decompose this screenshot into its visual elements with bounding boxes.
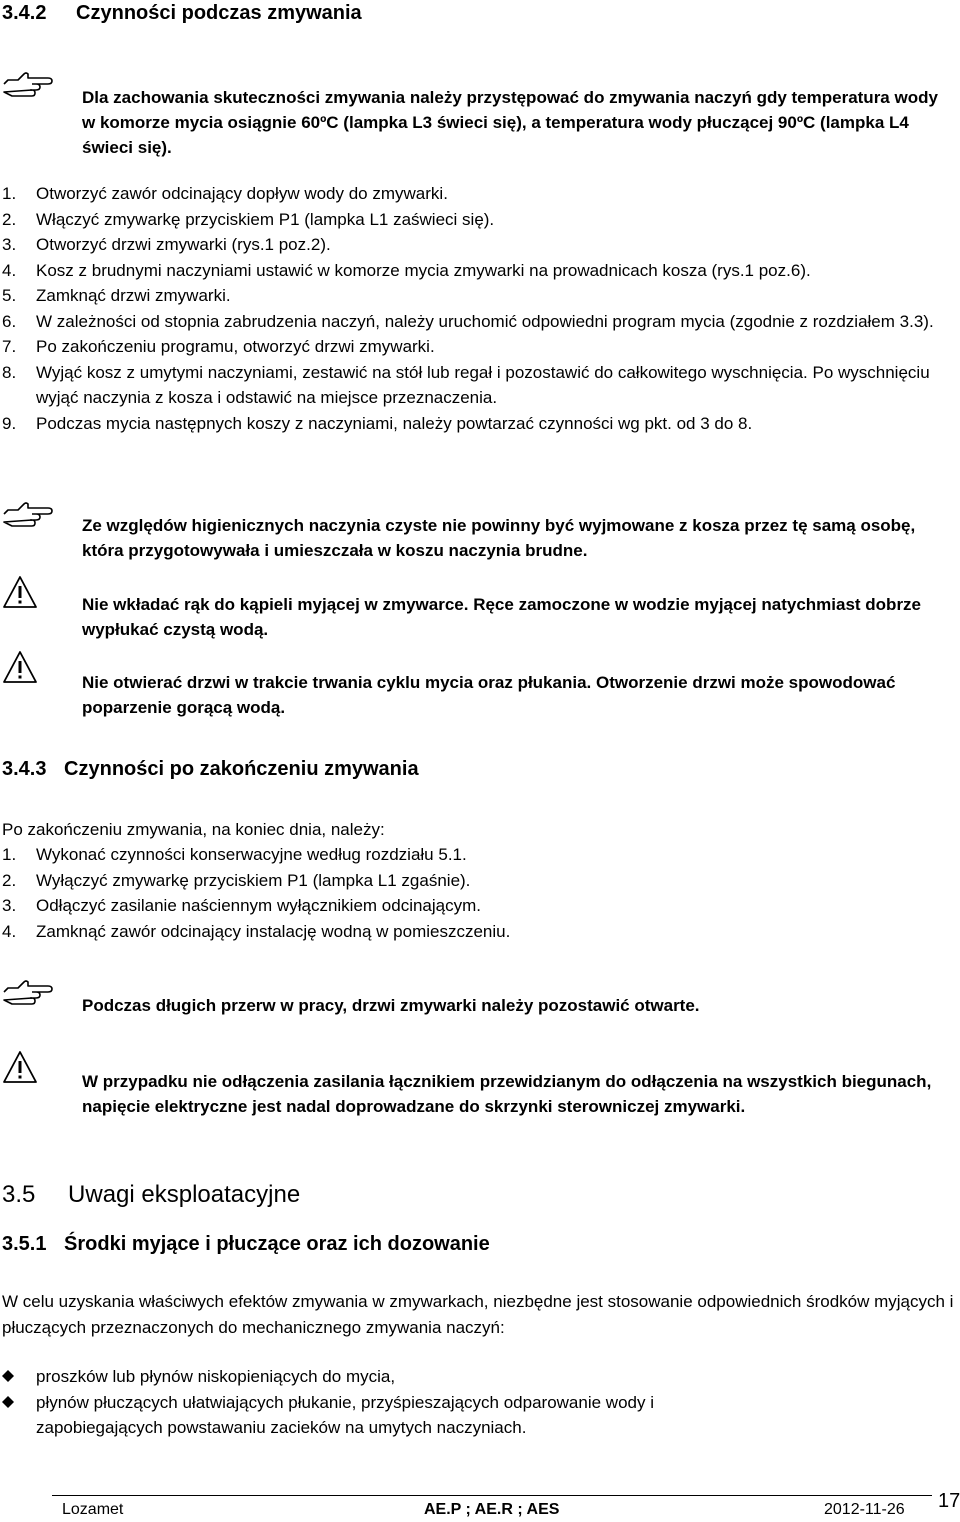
- section-351-number: 3.5.1: [2, 1233, 47, 1255]
- section-343-intro: Po zakończeniu zmywania, na koniec dnia, należy:: [2, 820, 385, 839]
- list-item: [2, 919, 942, 945]
- warning-triangle-icon: [2, 650, 38, 684]
- pointing-hand-icon: [2, 978, 54, 1008]
- step-number: 1.: [2, 845, 17, 864]
- step-text: Wyjąć kosz z umytymi naczyniami, zestawić na stół lub regał i pozostawić do całkowitego wyschnięcia. Po wyschnięciu wyjąć naczynia z kosza i odstawić na miejsce przeznaczenia.: [36, 362, 930, 407]
- step-text: Po zakończeniu programu, otworzyć drzwi zmywarki.: [36, 337, 435, 356]
- warning-door: Nie otwierać drzwi w trakcie trwania cyklu mycia oraz płukania. Otworzenie drzwi może spowodować poparzenie gorącą wodą.: [82, 673, 896, 717]
- section-35-title: Uwagi eksploatacyjne: [68, 1181, 301, 1208]
- footer-divider: [52, 1495, 932, 1496]
- section-342-title: Czynności podczas zmywania: [76, 2, 362, 24]
- footer-date: 2012-11-26: [824, 1501, 905, 1518]
- pointing-hand-icon: [2, 500, 54, 530]
- temperature-note: Dla zachowania skuteczności zmywania należy przystępować do zmywania naczyń gdy temperatura wody w komorze mycia osiągnie 60ºC (lampka L3 świeci się), a temperatura wody płuczącej 90ºC (lampka L4 świeci się).: [82, 88, 938, 157]
- step-text: Kosz z brudnymi naczyniami ustawić w komorze mycia zmywarki na prowadnicach kosza (rys.1 poz.6).: [36, 260, 811, 280]
- list-item: [2, 360, 946, 411]
- list-item: [2, 868, 942, 894]
- step-text: Podczas mycia następnych koszy z naczyniami, należy powtarzać czynności wg pkt. od 3 do 8.: [36, 413, 753, 433]
- step-number: 4.: [2, 260, 17, 280]
- section-35-heading: [2, 1181, 300, 1209]
- section-342-number: 3.4.2: [2, 2, 47, 24]
- section-342-heading: [2, 2, 362, 25]
- detergent-list: [2, 1364, 702, 1441]
- step-text: Wykonać czynności konserwacyjne według rozdziału 5.1.: [36, 845, 467, 864]
- step-number: 7.: [2, 337, 17, 356]
- step-number: 3.: [2, 235, 17, 254]
- step-text: Włączyć zmywarkę przyciskiem P1 (lampka L1 zaświeci się).: [36, 209, 495, 229]
- list-item: [2, 283, 942, 309]
- pointing-hand-icon: [2, 70, 54, 100]
- hygiene-note: Ze względów higienicznych naczynia czyste nie powinny być wyjmowane z kosza przez tę samą osobę, która przygotowywała i umieszczała w koszu naczynia brudne.: [82, 516, 916, 560]
- section-351-heading: [2, 1233, 490, 1256]
- step-number: 3.: [2, 896, 17, 915]
- list-item: [2, 893, 942, 919]
- step-number: 1.: [2, 184, 17, 203]
- page-number: 17: [938, 1490, 960, 1512]
- bullet-text: płynów płuczących ułatwiających płukanie, przyśpieszających odparowanie wody i zapobiegających powstawaniu zacieków na umytych naczyniach.: [36, 1392, 654, 1437]
- list-item: [2, 207, 942, 233]
- section-351-intro: W celu uzyskania właściwych efektów zmywania w zmywarkach, niezbędne jest stosowanie odpowiednich środków myjących i płuczących przeznaczonych do mechanicznego zmywania naczyń:: [2, 1292, 954, 1337]
- after-washing-steps-list: [2, 842, 942, 944]
- step-number: 2.: [2, 209, 17, 229]
- diamond-bullet-icon: [2, 1370, 14, 1382]
- list-item: [2, 842, 942, 868]
- list-item: [2, 258, 906, 284]
- warning-hands: Nie wkładać rąk do kąpieli myjącej w zmywarce. Ręce zamoczone w wodzie myjącej natychmiast dobrze wypłukać czystą wodą.: [82, 595, 922, 639]
- step-text: Wyłączyć zmywarkę przyciskiem P1 (lampka L1 zgaśnie).: [36, 870, 471, 890]
- warning-triangle-icon: [2, 575, 38, 609]
- step-text: W zależności od stopnia zabrudzenia naczyń, należy uruchomić odpowiedni program mycia (zgodnie z rozdziałem 3.3).: [36, 311, 934, 331]
- bullet-text: proszków lub płynów niskopieniących do mycia,: [36, 1367, 396, 1386]
- step-number: 9.: [2, 413, 17, 433]
- step-number: 8.: [2, 362, 17, 382]
- step-number: 2.: [2, 870, 17, 890]
- list-item: [2, 334, 942, 360]
- section-343-number: 3.4.3: [2, 758, 47, 780]
- list-item: [2, 1390, 676, 1441]
- footer-models: AE.P ; AE.R ; AES: [424, 1501, 560, 1518]
- step-text: Otworzyć drzwi zmywarki (rys.1 poz.2).: [36, 235, 331, 254]
- section-35-number: 3.5: [2, 1181, 36, 1208]
- washing-steps-list: [2, 181, 942, 436]
- step-number: 5.: [2, 286, 17, 305]
- step-text: Otworzyć zawór odcinający dopływ wody do zmywarki.: [36, 184, 448, 203]
- step-text: Odłączyć zasilanie naściennym wyłącznikiem odcinającym.: [36, 896, 482, 915]
- list-item: [2, 309, 946, 335]
- step-number: 6.: [2, 311, 17, 331]
- footer-company: Lozamet: [62, 1501, 124, 1518]
- step-number: 4.: [2, 921, 17, 941]
- power-warning: W przypadku nie odłączenia zasilania łącznikiem przewidzianym do odłączenia na wszystkich biegunach, napięcie elektryczne jest nadal doprowadzane do skrzynki sterowniczej zmywarki.: [82, 1072, 932, 1116]
- section-351-title: Środki myjące i płuczące oraz ich dozowanie: [64, 1233, 490, 1255]
- list-item: [2, 1364, 702, 1390]
- warning-triangle-icon: [2, 1050, 38, 1084]
- step-text: Zamknąć zawór odcinający instalację wodną w pomieszczeniu.: [36, 921, 511, 941]
- section-343-title: Czynności po zakończeniu zmywania: [64, 758, 419, 780]
- section-343-heading: [2, 758, 419, 781]
- list-item: [2, 232, 942, 258]
- diamond-bullet-icon: [2, 1396, 14, 1408]
- list-item: [2, 411, 942, 437]
- list-item: [2, 181, 942, 207]
- long-break-note: Podczas długich przerw w pracy, drzwi zmywarki należy pozostawić otwarte.: [82, 996, 700, 1015]
- step-text: Zamknąć drzwi zmywarki.: [36, 286, 231, 305]
